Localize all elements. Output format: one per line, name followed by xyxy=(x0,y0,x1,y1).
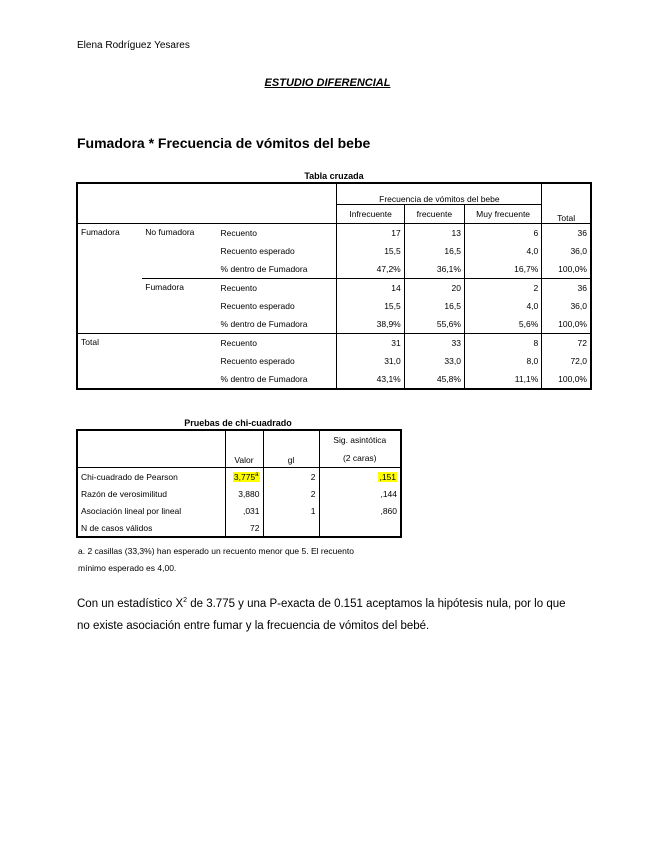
chi-value: 72 xyxy=(225,519,263,537)
cell-value: 4,0 xyxy=(464,242,541,260)
chi-square-caption: Pruebas de chi-cuadrado xyxy=(184,418,292,428)
cell-value: 31 xyxy=(337,334,404,353)
row-group-label: Fumadora xyxy=(77,224,142,334)
crosstab-col-header: frecuente xyxy=(404,205,464,224)
table-row xyxy=(77,468,401,486)
table-row xyxy=(77,224,591,243)
cell-value: 11,1% xyxy=(464,370,541,389)
chi-value: 3,880 xyxy=(225,485,263,502)
cell-value: 6 xyxy=(464,224,541,243)
chi-corner xyxy=(77,430,225,468)
table-row xyxy=(77,519,401,537)
cell-value: 15,5 xyxy=(337,242,404,260)
chi-row-label: Razón de verosimilitud xyxy=(81,488,167,499)
cell-value: 8,0 xyxy=(464,352,541,370)
cell-value: 16,7% xyxy=(464,260,541,279)
cell-value: 100,0% xyxy=(542,370,591,389)
table-row xyxy=(77,334,591,353)
cell-value: 72 xyxy=(542,334,591,353)
cell-value: 20 xyxy=(404,279,464,298)
conclusion-paragraph: Con un estadístico $X^2$ de 3.775 y una P-exacta de 0.151 aceptamos la hipótesis nula, por lo que no existe asociación entre fumar y la frecuencia de vómitos del bebé. xyxy=(77,597,566,632)
cell-value: 16,5 xyxy=(404,297,464,315)
row-subgroup-label: No fumadora xyxy=(142,224,217,279)
section-title: Fumadora * Frecuencia de vómitos del bebe xyxy=(77,135,371,151)
row-label: Recuento xyxy=(220,338,257,348)
chi-square-table xyxy=(76,429,402,538)
chi-sig xyxy=(319,519,401,537)
table-footnote: a. 2 casillas (33,3%) han esperado un recuento menor que 5. El recuento mínimo esperado es 4,00. xyxy=(78,546,354,573)
row-subgroup-label: Fumadora xyxy=(142,279,217,334)
crosstab-corner xyxy=(77,183,337,224)
row-label: % dentro de Fumadora xyxy=(220,374,308,384)
cell-value: 16,5 xyxy=(404,242,464,260)
cell-value: 36,0 xyxy=(542,297,591,315)
cell-value: 36 xyxy=(542,279,591,298)
cell-value: 47,2% xyxy=(337,260,404,279)
crosstab-col-header: Muy frecuente xyxy=(464,205,541,224)
chi-gl: 2 xyxy=(263,468,319,486)
cell-value: 55,6% xyxy=(404,315,464,334)
highlighted-value: 3,775$^a$ xyxy=(233,471,259,482)
row-label: % dentro de Fumadora xyxy=(218,260,337,279)
row-label: Recuento xyxy=(220,283,257,293)
chi-row-label: Chi-cuadrado de Pearson xyxy=(81,471,178,482)
crosstab-col-total: Total xyxy=(542,183,591,224)
crosstab-table xyxy=(76,182,592,390)
chi-sig: ,860 xyxy=(319,502,401,519)
row-label: Recuento xyxy=(220,228,257,238)
highlighted-sig: ,151 xyxy=(379,471,396,482)
chi-gl: 2 xyxy=(263,485,319,502)
cell-value: 31,0 xyxy=(337,352,404,370)
chi-gl: 1 xyxy=(263,502,319,519)
cell-value: 4,0 xyxy=(464,297,541,315)
cell-value: 36,0 xyxy=(542,242,591,260)
cell-value: 14 xyxy=(337,279,404,298)
author-name: Elena Rodríguez Yesares xyxy=(77,40,190,51)
cell-value: 13 xyxy=(404,224,464,243)
cell-value: 38,9% xyxy=(337,315,404,334)
cell-value: 43,1% xyxy=(337,370,404,389)
chi-header-sig-sub: (2 caras) xyxy=(319,449,401,468)
table-row xyxy=(77,502,401,519)
chi-row-label: N de casos válidos xyxy=(81,522,153,533)
chi-row-label: Asociación lineal por lineal xyxy=(81,505,182,516)
chi-value-cell xyxy=(225,468,263,486)
cell-value: 33,0 xyxy=(404,352,464,370)
cell-value: 33 xyxy=(404,334,464,353)
chi-value: ,031 xyxy=(225,502,263,519)
crosstab-col-header: Infrecuente xyxy=(337,205,404,224)
table-row xyxy=(77,279,591,298)
row-label: Recuento esperado xyxy=(220,246,295,256)
chi-sig-cell xyxy=(319,468,401,486)
chi-header-gl: gl xyxy=(263,430,319,468)
cell-value: 36,1% xyxy=(404,260,464,279)
cell-value: 5,6% xyxy=(464,315,541,334)
row-label: Recuento esperado xyxy=(220,301,295,311)
row-label: Recuento esperado xyxy=(220,356,295,366)
cell-value: 100,0% xyxy=(542,315,591,334)
chi-header-sig: Sig. asintótica xyxy=(319,430,401,449)
crosstab-group-header: Frecuencia de vómitos del bebe xyxy=(337,183,542,205)
cell-value: 2 xyxy=(464,279,541,298)
cell-value: 36 xyxy=(542,224,591,243)
chi-gl xyxy=(263,519,319,537)
chi-header-valor: Valor xyxy=(225,430,263,468)
cell-value: 45,8% xyxy=(404,370,464,389)
row-group-label: Total xyxy=(81,337,99,347)
document-heading: ESTUDIO DIFERENCIAL xyxy=(264,77,391,89)
row-label: % dentro de Fumadora xyxy=(218,315,337,334)
cell-value: 8 xyxy=(464,334,541,353)
crosstab-caption: Tabla cruzada xyxy=(304,171,364,181)
cell-value: 17 xyxy=(337,224,404,243)
cell-value: 15,5 xyxy=(337,297,404,315)
chi-sig: ,144 xyxy=(319,485,401,502)
table-row xyxy=(77,485,401,502)
cell-value: 100,0% xyxy=(542,260,591,279)
cell-value: 72,0 xyxy=(542,352,591,370)
